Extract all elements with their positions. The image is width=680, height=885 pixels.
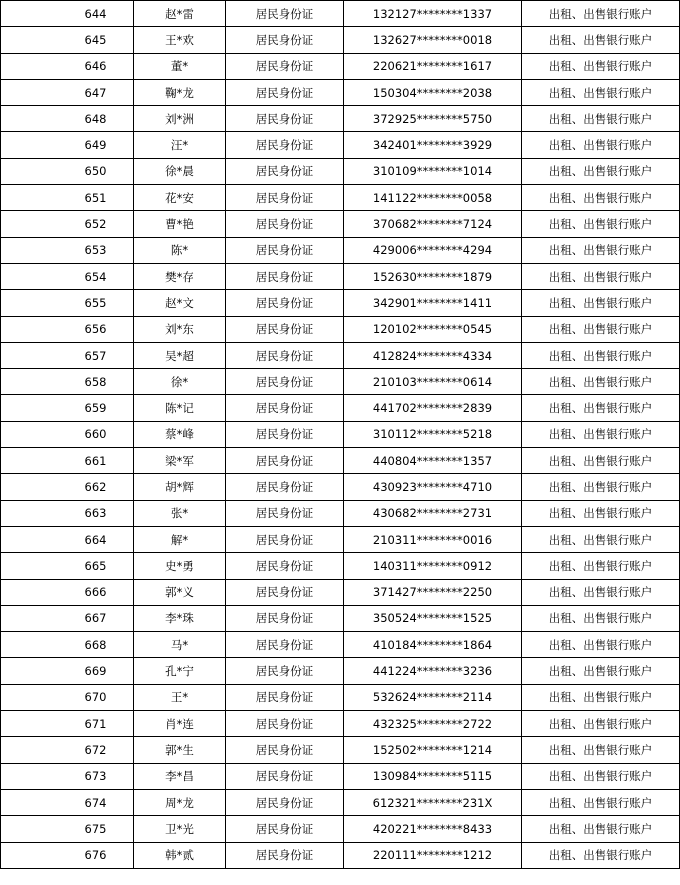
id-number-cell: 430682********2731 [344, 500, 522, 526]
table-row [1, 395, 680, 421]
row-number-cell: 648 [1, 106, 134, 132]
name-cell: 曹*艳 [134, 211, 226, 237]
table-row [1, 553, 680, 579]
row-number-cell: 652 [1, 211, 134, 237]
reason-cell: 出租、出售银行账户 [522, 421, 680, 447]
id-number-cell: 342401********3929 [344, 132, 522, 158]
id-type-cell: 居民身份证 [226, 632, 344, 658]
name-cell: 徐* [134, 369, 226, 395]
id-type-cell: 居民身份证 [226, 763, 344, 789]
id-type-cell: 居民身份证 [226, 342, 344, 368]
row-number-cell: 668 [1, 632, 134, 658]
id-type-cell: 居民身份证 [226, 27, 344, 53]
reason-cell: 出租、出售银行账户 [522, 816, 680, 842]
id-number-cell: 371427********2250 [344, 579, 522, 605]
reason-cell: 出租、出售银行账户 [522, 553, 680, 579]
reason-cell: 出租、出售银行账户 [522, 316, 680, 342]
reason-cell: 出租、出售银行账户 [522, 185, 680, 211]
name-cell: 吴*超 [134, 342, 226, 368]
id-number-cell: 220111********1212 [344, 842, 522, 868]
reason-cell: 出租、出售银行账户 [522, 737, 680, 763]
id-number-cell: 141122********0058 [344, 185, 522, 211]
table-row [1, 106, 680, 132]
name-cell: 樊*存 [134, 263, 226, 289]
id-type-cell: 居民身份证 [226, 53, 344, 79]
name-cell: 郭*义 [134, 579, 226, 605]
row-number-cell: 653 [1, 237, 134, 263]
name-cell: 赵*雷 [134, 1, 226, 27]
id-type-cell: 居民身份证 [226, 684, 344, 710]
id-type-cell: 居民身份证 [226, 158, 344, 184]
id-type-cell: 居民身份证 [226, 263, 344, 289]
reason-cell: 出租、出售银行账户 [522, 395, 680, 421]
name-cell: 胡*辉 [134, 474, 226, 500]
id-number-cell: 372925********5750 [344, 106, 522, 132]
id-number-cell: 130984********5115 [344, 763, 522, 789]
id-number-cell: 430923********4710 [344, 474, 522, 500]
id-type-cell: 居民身份证 [226, 526, 344, 552]
reason-cell: 出租、出售银行账户 [522, 763, 680, 789]
row-number-cell: 675 [1, 816, 134, 842]
reason-cell: 出租、出售银行账户 [522, 237, 680, 263]
reason-cell: 出租、出售银行账户 [522, 79, 680, 105]
id-type-cell: 居民身份证 [226, 553, 344, 579]
name-cell: 周*龙 [134, 789, 226, 815]
table-row [1, 421, 680, 447]
table-row [1, 474, 680, 500]
name-cell: 李*昌 [134, 763, 226, 789]
row-number-cell: 644 [1, 1, 134, 27]
name-cell: 刘*东 [134, 316, 226, 342]
name-cell: 董* [134, 53, 226, 79]
id-number-cell: 432325********2722 [344, 711, 522, 737]
row-number-cell: 650 [1, 158, 134, 184]
reason-cell: 出租、出售银行账户 [522, 632, 680, 658]
name-cell: 王*欢 [134, 27, 226, 53]
id-type-cell: 居民身份证 [226, 290, 344, 316]
table-row [1, 737, 680, 763]
table-row [1, 263, 680, 289]
id-type-cell: 居民身份证 [226, 421, 344, 447]
id-type-cell: 居民身份证 [226, 579, 344, 605]
id-type-cell: 居民身份证 [226, 500, 344, 526]
id-type-cell: 居民身份证 [226, 369, 344, 395]
name-cell: 蔡*峰 [134, 421, 226, 447]
name-cell: 王* [134, 684, 226, 710]
id-type-cell: 居民身份证 [226, 816, 344, 842]
row-number-cell: 669 [1, 658, 134, 684]
table-row [1, 237, 680, 263]
name-cell: 孔*宁 [134, 658, 226, 684]
id-number-cell: 440804********1357 [344, 448, 522, 474]
table-row [1, 605, 680, 631]
id-type-cell: 居民身份证 [226, 211, 344, 237]
id-number-cell: 612321********231X [344, 789, 522, 815]
table-row [1, 500, 680, 526]
reason-cell: 出租、出售银行账户 [522, 106, 680, 132]
name-cell: 梁*军 [134, 448, 226, 474]
id-number-cell: 310112********5218 [344, 421, 522, 447]
name-cell: 赵*文 [134, 290, 226, 316]
id-number-cell: 420221********8433 [344, 816, 522, 842]
name-cell: 陈* [134, 237, 226, 263]
reason-cell: 出租、出售银行账户 [522, 369, 680, 395]
id-type-cell: 居民身份证 [226, 842, 344, 868]
id-number-cell: 342901********1411 [344, 290, 522, 316]
reason-cell: 出租、出售银行账户 [522, 448, 680, 474]
id-number-cell: 410184********1864 [344, 632, 522, 658]
row-number-cell: 645 [1, 27, 134, 53]
table-row [1, 79, 680, 105]
table-row [1, 684, 680, 710]
row-number-cell: 657 [1, 342, 134, 368]
reason-cell: 出租、出售银行账户 [522, 132, 680, 158]
table-row [1, 579, 680, 605]
table-row [1, 763, 680, 789]
row-number-cell: 646 [1, 53, 134, 79]
reason-cell: 出租、出售银行账户 [522, 500, 680, 526]
row-number-cell: 655 [1, 290, 134, 316]
id-number-cell: 210311********0016 [344, 526, 522, 552]
table-row [1, 132, 680, 158]
row-number-cell: 662 [1, 474, 134, 500]
table-row [1, 1, 680, 27]
table-row [1, 632, 680, 658]
id-number-cell: 532624********2114 [344, 684, 522, 710]
id-number-cell: 220621********1617 [344, 53, 522, 79]
row-number-cell: 647 [1, 79, 134, 105]
row-number-cell: 658 [1, 369, 134, 395]
reason-cell: 出租、出售银行账户 [522, 263, 680, 289]
id-type-cell: 居民身份证 [226, 132, 344, 158]
id-type-cell: 居民身份证 [226, 737, 344, 763]
name-cell: 汪* [134, 132, 226, 158]
id-number-cell: 441224********3236 [344, 658, 522, 684]
table-row [1, 842, 680, 868]
id-number-cell: 132627********0018 [344, 27, 522, 53]
id-type-cell: 居民身份证 [226, 474, 344, 500]
row-number-cell: 660 [1, 421, 134, 447]
id-number-cell: 132127********1337 [344, 1, 522, 27]
id-number-cell: 152630********1879 [344, 263, 522, 289]
row-number-cell: 663 [1, 500, 134, 526]
id-number-cell: 210103********0614 [344, 369, 522, 395]
reason-cell: 出租、出售银行账户 [522, 290, 680, 316]
id-number-cell: 441702********2839 [344, 395, 522, 421]
id-type-cell: 居民身份证 [226, 1, 344, 27]
reason-cell: 出租、出售银行账户 [522, 211, 680, 237]
id-type-cell: 居民身份证 [226, 79, 344, 105]
id-number-cell: 152502********1214 [344, 737, 522, 763]
table-row [1, 789, 680, 815]
reason-cell: 出租、出售银行账户 [522, 53, 680, 79]
table-row [1, 158, 680, 184]
id-number-cell: 140311********0912 [344, 553, 522, 579]
reason-cell: 出租、出售银行账户 [522, 158, 680, 184]
row-number-cell: 664 [1, 526, 134, 552]
name-cell: 花*安 [134, 185, 226, 211]
name-cell: 陈*记 [134, 395, 226, 421]
reason-cell: 出租、出售银行账户 [522, 605, 680, 631]
table-row [1, 342, 680, 368]
name-cell: 解* [134, 526, 226, 552]
id-number-cell: 412824********4334 [344, 342, 522, 368]
id-type-cell: 居民身份证 [226, 448, 344, 474]
reason-cell: 出租、出售银行账户 [522, 842, 680, 868]
id-number-cell: 370682********7124 [344, 211, 522, 237]
id-type-cell: 居民身份证 [226, 711, 344, 737]
table-row [1, 185, 680, 211]
name-cell: 马* [134, 632, 226, 658]
row-number-cell: 656 [1, 316, 134, 342]
id-number-cell: 150304********2038 [344, 79, 522, 105]
id-type-cell: 居民身份证 [226, 316, 344, 342]
row-number-cell: 674 [1, 789, 134, 815]
row-number-cell: 665 [1, 553, 134, 579]
name-cell: 肖*连 [134, 711, 226, 737]
id-type-cell: 居民身份证 [226, 605, 344, 631]
id-number-cell: 350524********1525 [344, 605, 522, 631]
table-row [1, 369, 680, 395]
reason-cell: 出租、出售银行账户 [522, 658, 680, 684]
name-cell: 史*勇 [134, 553, 226, 579]
row-number-cell: 673 [1, 763, 134, 789]
row-number-cell: 672 [1, 737, 134, 763]
id-type-cell: 居民身份证 [226, 789, 344, 815]
id-type-cell: 居民身份证 [226, 658, 344, 684]
id-number-cell: 310109********1014 [344, 158, 522, 184]
name-cell: 韩*贰 [134, 842, 226, 868]
table-row [1, 711, 680, 737]
table-row [1, 211, 680, 237]
reason-cell: 出租、出售银行账户 [522, 342, 680, 368]
name-cell: 卫*光 [134, 816, 226, 842]
row-number-cell: 654 [1, 263, 134, 289]
id-number-cell: 429006********4294 [344, 237, 522, 263]
row-number-cell: 670 [1, 684, 134, 710]
table-row [1, 53, 680, 79]
row-number-cell: 671 [1, 711, 134, 737]
row-number-cell: 651 [1, 185, 134, 211]
table-row [1, 27, 680, 53]
reason-cell: 出租、出售银行账户 [522, 1, 680, 27]
row-number-cell: 661 [1, 448, 134, 474]
row-number-cell: 649 [1, 132, 134, 158]
name-cell: 徐*晨 [134, 158, 226, 184]
reason-cell: 出租、出售银行账户 [522, 789, 680, 815]
table-row [1, 448, 680, 474]
reason-cell: 出租、出售银行账户 [522, 526, 680, 552]
id-number-cell: 120102********0545 [344, 316, 522, 342]
id-type-cell: 居民身份证 [226, 395, 344, 421]
table-row [1, 316, 680, 342]
name-cell: 刘*洲 [134, 106, 226, 132]
reason-cell: 出租、出售银行账户 [522, 684, 680, 710]
id-type-cell: 居民身份证 [226, 237, 344, 263]
reason-cell: 出租、出售银行账户 [522, 711, 680, 737]
name-cell: 张* [134, 500, 226, 526]
reason-cell: 出租、出售银行账户 [522, 579, 680, 605]
table-row [1, 526, 680, 552]
row-number-cell: 667 [1, 605, 134, 631]
name-cell: 鞠*龙 [134, 79, 226, 105]
reason-cell: 出租、出售银行账户 [522, 27, 680, 53]
table-row [1, 816, 680, 842]
records-table-body [1, 1, 680, 869]
id-type-cell: 居民身份证 [226, 106, 344, 132]
id-type-cell: 居民身份证 [226, 185, 344, 211]
row-number-cell: 666 [1, 579, 134, 605]
row-number-cell: 676 [1, 842, 134, 868]
name-cell: 郭*生 [134, 737, 226, 763]
row-number-cell: 659 [1, 395, 134, 421]
table-row [1, 658, 680, 684]
table-row [1, 290, 680, 316]
name-cell: 李*珠 [134, 605, 226, 631]
reason-cell: 出租、出售银行账户 [522, 474, 680, 500]
